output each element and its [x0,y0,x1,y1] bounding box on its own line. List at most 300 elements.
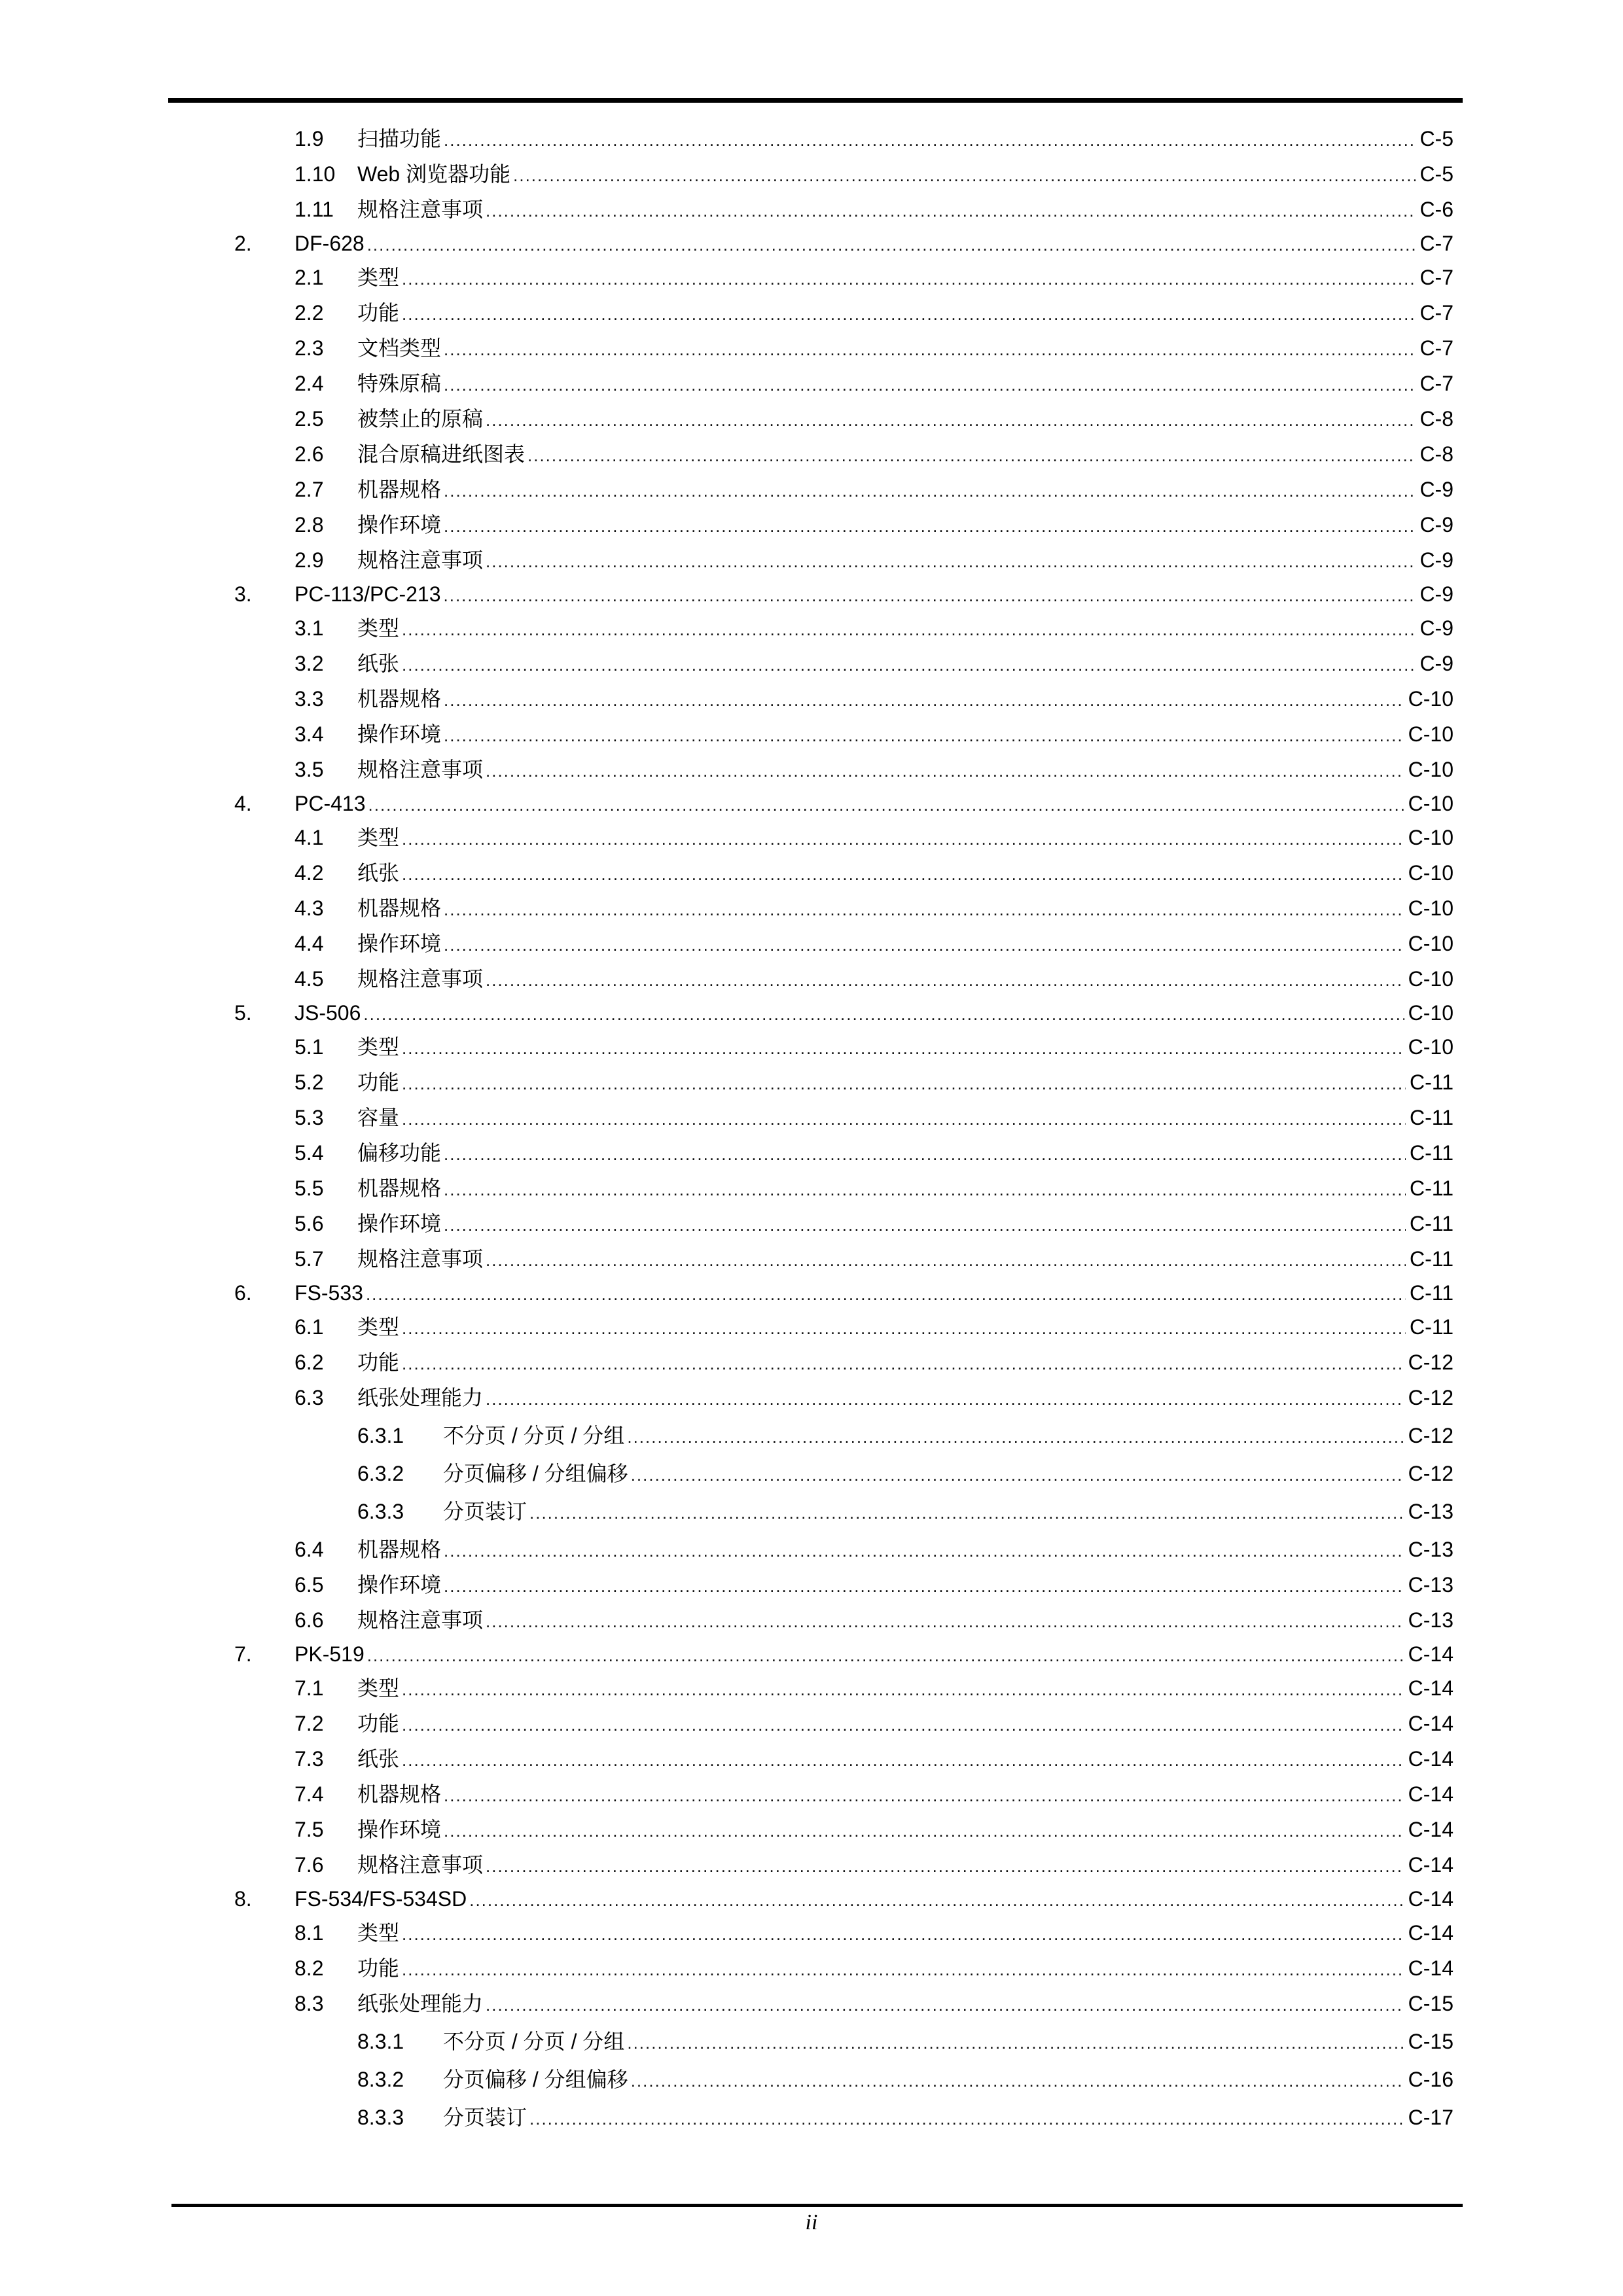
toc-entry-line [357,1209,1454,1238]
toc-entry[interactable] [0,1497,1623,1526]
toc-entry-title: 纸张 [357,652,400,675]
toc-entry-title: 类型 [357,266,400,289]
toc-entry-number: 5.1 [294,1035,324,1059]
dot-leader [529,1498,1404,1527]
toc-entry-page: C-14 [1408,1782,1454,1806]
toc-entry[interactable] [0,614,1623,643]
toc-entry-page: C-10 [1408,758,1454,781]
toc-entry[interactable] [0,1815,1623,1844]
dot-leader [486,406,1416,434]
toc-entry-line [357,1918,1454,1947]
toc-entry-title: PC-413 [294,792,366,815]
toc-entry-line [357,475,1454,504]
toc-entry-number: 3.1 [294,616,324,640]
toc-entry-title: 分页装订 [443,2106,527,2129]
toc-entry-page: C-11 [1410,1212,1454,1235]
toc-entry-page: C-14 [1408,1712,1454,1735]
toc-entry-line [357,298,1454,327]
toc-entry-title: 被禁止的原稿 [357,407,484,431]
dot-leader [363,1000,1404,1029]
toc-entry-number: 4.4 [294,932,324,955]
dot-leader [486,756,1404,785]
toc-entry-line [357,1535,1454,1564]
toc-entry-line [357,720,1454,749]
toc-entry-line [357,823,1454,852]
toc-entry-number: 2. [234,232,252,255]
toc-entry-number: 3.5 [294,758,324,781]
toc-entry[interactable] [0,1780,1623,1809]
toc-entry[interactable] [0,1421,1623,1450]
toc-entry-line [357,1815,1454,1844]
toc-entry-line [357,1245,1454,1273]
toc-entry[interactable] [0,1245,1623,1273]
dot-leader [469,1886,1404,1915]
toc-entry-title: 规格注意事项 [357,967,484,991]
toc-entry-title: 功能 [357,1712,400,1735]
toc-entry[interactable] [0,858,1623,887]
toc-entry-line [357,1068,1454,1097]
toc-entry-line [357,1103,1454,1132]
dot-leader [444,930,1404,959]
toc-entry-page: C-14 [1408,1887,1454,1911]
toc-entry-title: 扫描功能 [357,127,442,150]
toc-entry[interactable] [0,2065,1623,2094]
toc-entry-title: 分页装订 [443,1500,527,1523]
toc-entry-page: C-10 [1408,826,1454,849]
toc-entry-number: 5.6 [294,1212,324,1235]
toc-entry-page: C-5 [1419,162,1454,186]
toc-entry[interactable] [0,929,1623,958]
toc-entry-page: C-7 [1419,301,1454,325]
toc-entry[interactable] [0,580,1623,609]
toc-entry[interactable] [0,404,1623,433]
dot-leader [402,1349,1404,1378]
toc-entry[interactable] [0,440,1623,468]
toc-entry-number: 8.3.3 [357,2106,404,2129]
toc-entry[interactable] [0,1884,1623,1913]
toc-entry-number: 2.2 [294,301,324,325]
dot-leader [486,1607,1404,1636]
toc-entry-title: 类型 [357,1921,400,1945]
toc-entry[interactable] [0,1535,1623,1564]
dot-leader [402,1069,1406,1098]
toc-entry[interactable] [0,1313,1623,1341]
toc-entry[interactable] [0,160,1623,188]
toc-entry-line [443,1421,1454,1450]
toc-entry-page: C-11 [1410,1281,1454,1305]
toc-entry-title: 功能 [357,301,400,325]
toc-entry-page: C-8 [1419,442,1454,466]
toc-entry-title: 类型 [357,826,400,849]
toc-entry-page: C-7 [1419,232,1454,255]
toc-entry-page: C-10 [1408,1001,1454,1025]
dot-leader [444,512,1416,540]
dot-leader [402,264,1416,293]
toc-entry-number: 8.1 [294,1921,324,1945]
toc-entry[interactable] [0,510,1623,539]
toc-entry[interactable] [0,195,1623,224]
toc-entry-page: C-13 [1408,1538,1454,1561]
toc-entry-number: 5.3 [294,1106,324,1129]
toc-entry-number: 6.5 [294,1573,324,1597]
toc-entry[interactable] [0,1459,1623,1488]
toc-entry-title: 纸张处理能力 [357,1386,484,1409]
toc-entry-page: C-10 [1408,967,1454,991]
toc-entry[interactable] [0,1640,1623,1669]
dot-leader [444,1816,1404,1845]
toc-entry-line [357,263,1454,292]
toc-entry-title: 类型 [357,1315,400,1339]
toc-entry-title: 规格注意事项 [357,198,484,221]
toc-entry[interactable] [0,1279,1623,1307]
toc-entry-number: 2.6 [294,442,324,466]
toc-entry[interactable] [0,1989,1623,2018]
toc-entry-number: 8.3 [294,1992,324,2015]
toc-entry-number: 4.5 [294,967,324,991]
footer-rule [171,2204,1463,2207]
toc-entry-page: C-12 [1408,1424,1454,1447]
toc-entry-number: 2.5 [294,407,324,431]
toc-entry-line [357,1850,1454,1879]
toc-entry-number: 3.2 [294,652,324,675]
toc-entry-page: C-7 [1419,266,1454,289]
dot-leader [444,581,1416,610]
toc-entry-title: 规格注意事项 [357,1608,484,1632]
toc-entry-page: C-14 [1408,1676,1454,1700]
toc-entry-number: 3.3 [294,687,324,711]
dot-leader [486,966,1404,995]
toc-entry-number: 2.3 [294,336,324,360]
toc-entry[interactable] [0,1174,1623,1203]
toc-entry-number: 2.9 [294,548,324,572]
toc-entry-page: C-9 [1419,616,1454,640]
toc-entry-number: 6.6 [294,1608,324,1632]
toc-entry-page: C-9 [1419,513,1454,537]
toc-entry-page: C-13 [1408,1573,1454,1597]
toc-entry-page: C-5 [1419,127,1454,150]
toc-entry-title: 操作环境 [357,1212,442,1235]
toc-entry-page: C-14 [1408,1747,1454,1771]
dot-leader [444,1140,1406,1169]
dot-leader [402,1955,1404,1984]
toc-entry-line [357,614,1454,643]
toc-entry-line [357,684,1454,713]
toc-entry-line [357,1313,1454,1341]
dot-leader [366,1280,1406,1309]
toc-entry-page: C-16 [1408,2068,1454,2091]
toc-entry[interactable] [0,298,1623,327]
toc-entry-number: 2.8 [294,513,324,537]
toc-entry[interactable] [0,1850,1623,1879]
toc-entry-number: 6.2 [294,1351,324,1374]
toc-entry-title: 规格注意事项 [357,1247,484,1271]
toc-entry[interactable] [0,475,1623,504]
toc-entry-page: C-7 [1419,372,1454,395]
toc-entry[interactable] [0,1918,1623,1947]
toc-entry-title: 分页偏移 / 分组偏移 [443,2068,628,2091]
toc-entry-line [357,1780,1454,1809]
toc-entry-page: C-11 [1410,1141,1454,1165]
toc-entry-number: 6.4 [294,1538,324,1561]
toc-entry-page: C-13 [1408,1608,1454,1632]
toc-entry-page: C-9 [1419,548,1454,572]
toc-entry-title: 偏移功能 [357,1141,442,1165]
toc-entry[interactable] [0,1606,1623,1634]
toc-entry[interactable] [0,2103,1623,2132]
toc-entry-page: C-14 [1408,1818,1454,1841]
dot-leader [444,126,1416,154]
dot-leader [402,1710,1404,1739]
toc-entry-page: C-9 [1419,478,1454,501]
dot-leader [529,2104,1404,2133]
toc-entry-number: 6.3.2 [357,1462,404,1485]
toc-entry-page: C-10 [1408,722,1454,746]
toc-entry-line [357,1570,1454,1599]
toc-entry-line [357,404,1454,433]
toc-entry-line [294,1884,1454,1913]
toc-entry[interactable] [0,720,1623,749]
toc-entry-title: 规格注意事项 [357,758,484,781]
toc-entry-page: C-10 [1408,932,1454,955]
toc-entry-title: 特殊原稿 [357,372,442,395]
dot-leader [444,370,1416,399]
toc-entry-line [357,1174,1454,1203]
toc-entry-number: 7.5 [294,1818,324,1841]
toc-entry-number: 3.4 [294,722,324,746]
toc-entry-line [357,894,1454,923]
toc-entry-title: 操作环境 [357,513,442,537]
toc-entry[interactable] [0,789,1623,818]
dot-leader [486,1385,1404,1413]
toc-entry[interactable] [0,369,1623,398]
toc-entry-number: 6.3.1 [357,1424,404,1447]
toc-entry[interactable] [0,1348,1623,1377]
toc-entry-title: 机器规格 [357,896,442,920]
toc-entry[interactable] [0,1744,1623,1773]
dot-leader [402,650,1416,679]
toc-entry-line [357,1954,1454,1983]
toc-entry-title: 类型 [357,1676,400,1700]
dot-leader [402,300,1416,328]
toc-entry[interactable] [0,2027,1623,2056]
toc-entry-number: 2.4 [294,372,324,395]
dot-leader [444,721,1404,750]
dot-leader [627,2028,1404,2057]
toc-entry-page: C-14 [1408,1956,1454,1980]
dot-leader [444,1781,1404,1810]
toc-entry-line [357,440,1454,468]
toc-entry-page: C-11 [1410,1070,1454,1094]
toc-entry-title: 纸张 [357,1747,400,1771]
toc-entry-page: C-14 [1408,1642,1454,1666]
dot-leader [486,547,1416,576]
toc-entry-line [357,546,1454,574]
dot-leader [402,860,1404,889]
toc-entry[interactable] [0,1674,1623,1703]
toc-entry-title: 操作环境 [357,1818,442,1841]
toc-entry-page: C-11 [1410,1315,1454,1339]
toc-entry[interactable] [0,1139,1623,1167]
toc-entry-page: C-10 [1408,687,1454,711]
toc-entry-line [357,1383,1454,1412]
dot-leader [402,824,1404,853]
toc-entry-page: C-15 [1408,2030,1454,2053]
toc-entry-title: Web 浏览器功能 [357,162,511,186]
dot-leader [368,790,1404,819]
toc-entry-page: C-10 [1408,861,1454,885]
toc-entry-number: 5.2 [294,1070,324,1094]
toc-entry-line [357,1674,1454,1703]
toc-entry-title: 类型 [357,1035,400,1059]
toc-entry-number: 7.1 [294,1676,324,1700]
dot-leader [402,1104,1406,1133]
page-number: ii [805,2210,818,2234]
toc-entry-title: 机器规格 [357,1538,442,1561]
toc-entry-title: PK-519 [294,1642,365,1666]
dot-leader [486,1990,1404,2019]
toc-entry-line [357,755,1454,784]
dot-leader [367,1641,1404,1670]
dot-leader [444,335,1416,364]
toc-entry-page: C-15 [1408,1992,1454,2015]
toc-entry-page: C-14 [1408,1853,1454,1877]
dot-leader [486,1852,1404,1881]
toc-entry[interactable] [0,894,1623,923]
dot-leader [627,1422,1404,1451]
toc-entry-number: 5.4 [294,1141,324,1165]
dot-leader [444,1536,1404,1565]
dot-leader [486,1246,1406,1275]
dot-leader [402,1314,1406,1343]
toc-entry[interactable] [0,1209,1623,1238]
toc-entry-title: 分页偏移 / 分组偏移 [443,1462,628,1485]
toc-entry-page: C-11 [1410,1106,1454,1129]
toc-entry-title: 机器规格 [357,1782,442,1806]
toc-entry-number: 8.2 [294,1956,324,1980]
toc-entry-number: 7.2 [294,1712,324,1735]
toc-entry-number: 2.7 [294,478,324,501]
dot-leader [444,1572,1404,1600]
toc-entry-number: 5.5 [294,1176,324,1200]
toc-entry[interactable] [0,263,1623,292]
toc-entry[interactable] [0,1709,1623,1738]
toc-entry[interactable] [0,229,1623,258]
toc-entry-title: 混合原稿进纸图表 [357,442,526,466]
toc-entry-number: 5.7 [294,1247,324,1271]
toc-entry-line [357,964,1454,993]
toc-entry[interactable] [0,964,1623,993]
toc-entry-number: 8.3.2 [357,2068,404,2091]
toc-entry-number: 6.3.3 [357,1500,404,1523]
toc-entry-title: FS-534/FS-534SD [294,1887,467,1911]
toc-entry-number: 7. [234,1642,252,1666]
toc-entry-page: C-9 [1419,652,1454,675]
toc-entry[interactable] [0,1033,1623,1061]
toc-entry-number: 1.10 [294,162,336,186]
toc-entry-page: C-12 [1408,1351,1454,1374]
dot-leader [444,1175,1406,1204]
dot-leader [631,1460,1404,1489]
toc-entry-page: C-8 [1419,407,1454,431]
toc-entry-title: 操作环境 [357,932,442,955]
toc-entry[interactable] [0,124,1623,153]
toc-entry-page: C-6 [1419,198,1454,221]
toc-entry-page: C-12 [1408,1386,1454,1409]
dot-leader [402,1746,1404,1775]
toc-entry-title: 机器规格 [357,687,442,711]
toc-entry-page: C-7 [1419,336,1454,360]
dot-leader [486,196,1416,225]
toc-entry-line [294,998,1454,1027]
toc-entry-title: 不分页 / 分页 / 分组 [443,2030,625,2053]
dot-leader [631,2066,1404,2095]
toc-entry[interactable] [0,546,1623,574]
toc-entry-number: 4.1 [294,826,324,849]
toc-entry-line [294,229,1454,258]
toc-entry[interactable] [0,1383,1623,1412]
toc-entry-number: 7.3 [294,1747,324,1771]
toc-entry[interactable] [0,334,1623,362]
dot-leader [402,1920,1404,1949]
toc-entry-title: 不分页 / 分页 / 分组 [443,1424,625,1447]
toc-entry-title: 机器规格 [357,1176,442,1200]
toc-entry[interactable] [0,823,1623,852]
toc-entry-line [357,334,1454,362]
toc-entry-number: 3. [234,582,252,606]
toc-entry-line [357,510,1454,539]
toc-entry-title: 文档类型 [357,336,442,360]
toc-entry[interactable] [0,755,1623,784]
toc-entry-line [443,1459,1454,1488]
toc-entry-number: 8.3.1 [357,2030,404,2053]
dot-leader [527,441,1416,470]
toc-entry[interactable] [0,1068,1623,1097]
toc-entry-title: DF-628 [294,232,365,255]
toc-entry-page: C-11 [1410,1247,1454,1271]
toc-entry-line [357,1709,1454,1738]
dot-leader [402,1034,1404,1063]
toc-entry-title: FS-533 [294,1281,363,1305]
dot-leader [367,230,1416,259]
toc-entry[interactable] [0,1103,1623,1132]
toc-entry[interactable] [0,649,1623,678]
toc-entry-number: 2.1 [294,266,324,289]
toc-entry-line [357,649,1454,678]
toc-entry-number: 5. [234,1001,252,1025]
toc-entry-line [357,858,1454,887]
toc-entry-title: 操作环境 [357,1573,442,1597]
toc-entry-line [357,195,1454,224]
toc-entry-title: 规格注意事项 [357,548,484,572]
toc-entry[interactable] [0,684,1623,713]
toc-entry[interactable] [0,998,1623,1027]
toc-entry-page: C-10 [1408,896,1454,920]
toc-entry-line [357,1348,1454,1377]
toc-entry-page: C-9 [1419,582,1454,606]
toc-entry-line [357,1139,1454,1167]
toc-entry-page: C-12 [1408,1462,1454,1485]
toc-entry[interactable] [0,1570,1623,1599]
toc-entry-title: 规格注意事项 [357,1853,484,1877]
toc-entry-number: 4.2 [294,861,324,885]
toc-entry-number: 1.11 [294,198,334,221]
toc-entry-line [357,1989,1454,2018]
toc-entry[interactable] [0,1954,1623,1983]
toc-entry-title: 纸张处理能力 [357,1992,484,2015]
toc-entry-page: C-10 [1408,792,1454,815]
dot-leader [444,895,1404,924]
toc-entry-number: 4. [234,792,252,815]
